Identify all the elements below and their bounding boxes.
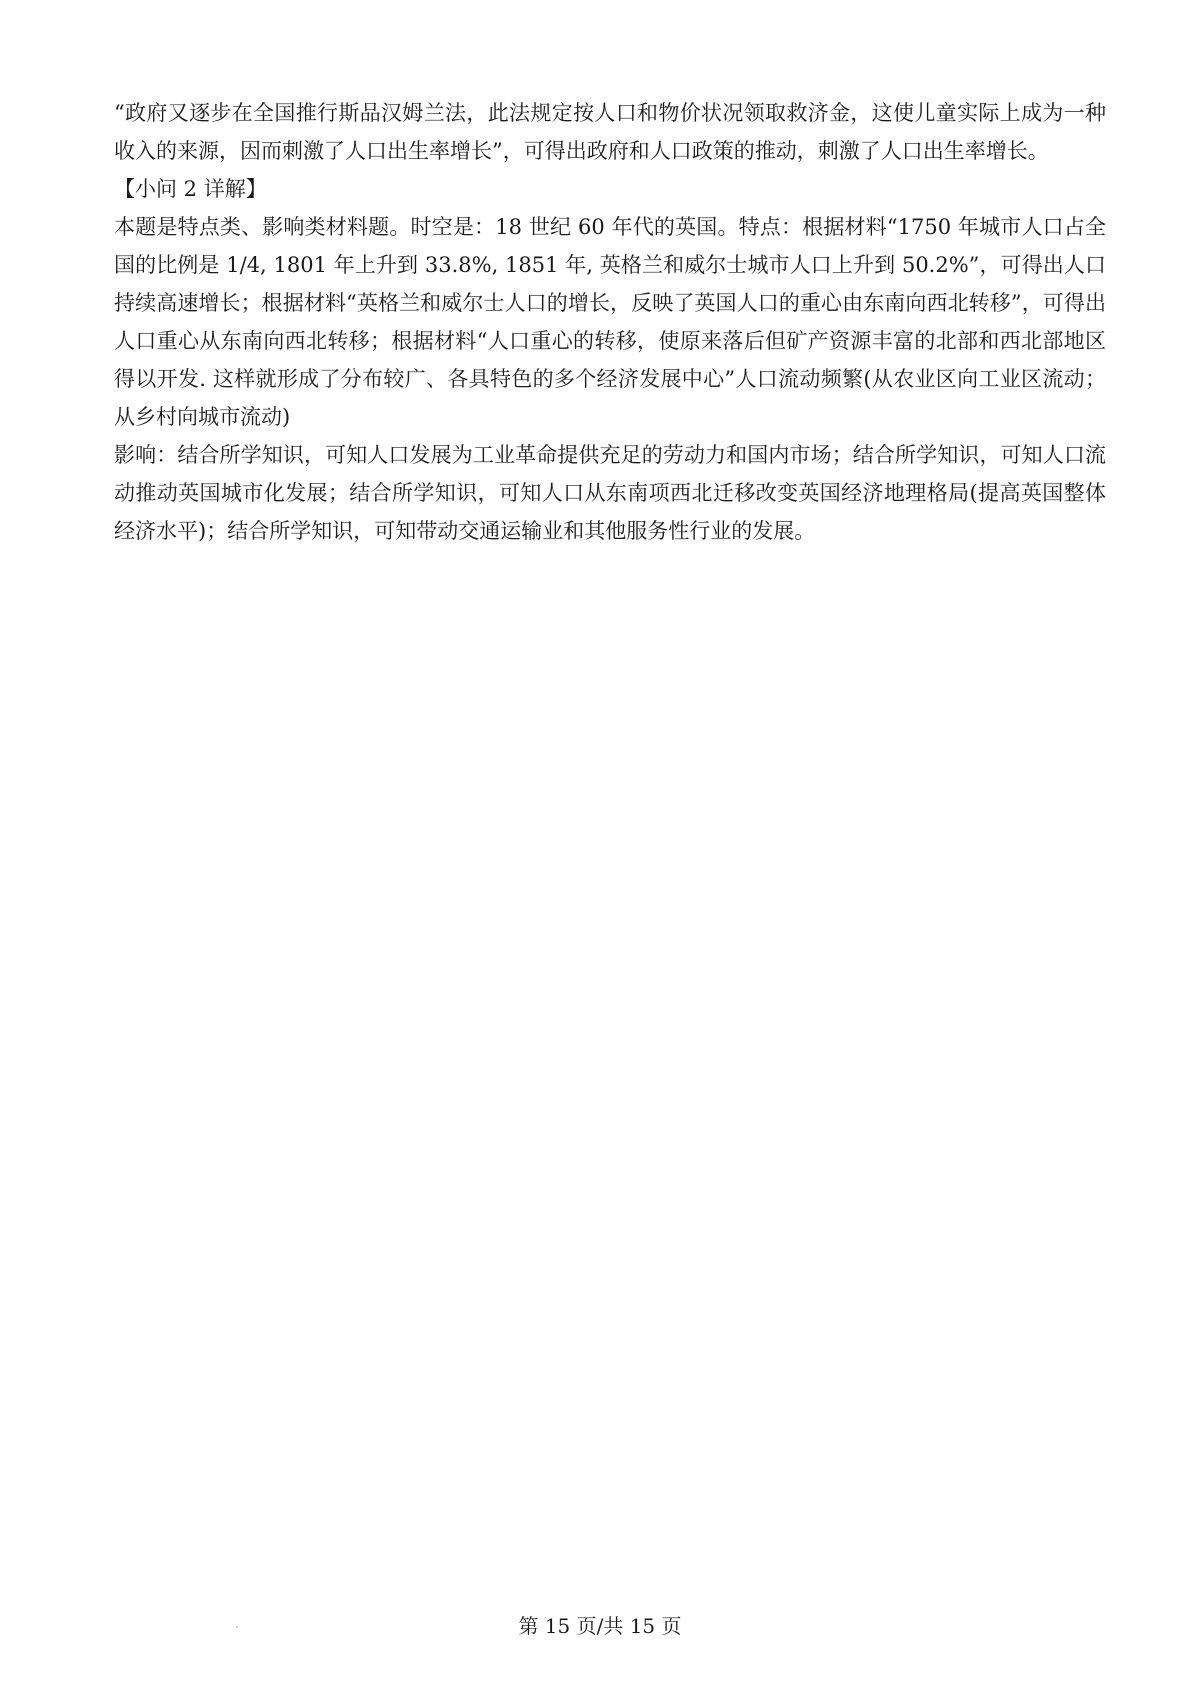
- page-number-footer: 第 15 页/共 15 页: [518, 1614, 682, 1638]
- paragraph-impact: 影响：结合所学知识，可知人口发展为工业革命提供充足的劳动力和国内市场；结合所学知识，可知人口流动推动英国城市化发展；结合所学知识，可知人口从东南项西北迁移改变英国经济地理格局(提高英国整体经济水平)；结合所学知识，可知带动交通运输业和其他服务性行业的发展。: [114, 443, 1106, 543]
- paragraph-characteristics: 本题是特点类、影响类材料题。时空是：18 世纪 60 年代的英国。特点：根据材料“1750 年城市人口占全国的比例是 1/4, 1801 年上升到 33.8%, 1851 年, 英格兰和威尔士城市人口上升到 50.2%”，可得出人口持续高速增长；根据材料“英格兰和威尔士人口的增长，反映了英国人口的重心由东南向西北转移”，可得出人口重心从东南向西北转移；根据材料“人口重心的转移，使原来落后但矿产资源丰富的北部和西北部地区得以开发. 这样就形成了分布较广、各具特色的多个经济发展中心”人口流动频繁(从农业区向工业区流动；从乡村向城市流动): [114, 215, 1106, 429]
- paragraph-conclusion-q1: “政府又逐步在全国推行斯品汉姆兰法，此法规定按人口和物价状况领取救济金，这使儿童实际上成为一种收入的来源，因而刺激了人口出生率增长”，可得出政府和人口政策的推动，刺激了人口出生率增长。: [114, 101, 1106, 163]
- section-heading-q2: 【小问 2 详解】: [114, 177, 267, 201]
- document-body: [114, 94, 1106, 550]
